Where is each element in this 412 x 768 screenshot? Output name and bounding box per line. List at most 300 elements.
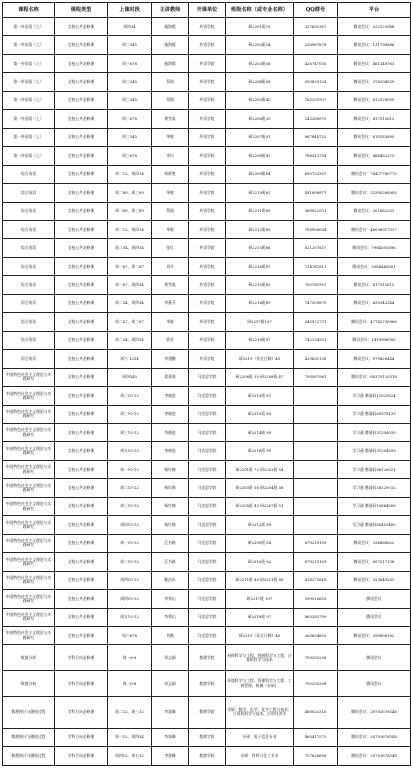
- cell-qq: 793292258: [294, 645, 338, 671]
- header-course: 课程名称: [3, 3, 55, 18]
- cell-time: 周三10-12: [108, 497, 152, 515]
- cell-type: 全校公共必修课: [55, 405, 108, 423]
- cell-class: 研2203班 56 研2204班 56: [226, 479, 294, 497]
- cell-type: 全校公共必修课: [55, 553, 108, 571]
- cell-dept: 外语学院: [189, 147, 226, 165]
- cell-class: 环境科学与工程、管理科学与工程、工商管理、机械（专硕）: [226, 671, 294, 697]
- cell-time: 周二12、周四34: [108, 165, 152, 183]
- cell-type: 学科方向必修课: [55, 728, 108, 746]
- cell-class: 研2203班56: [226, 54, 294, 72]
- cell-dept: 数理学院: [189, 747, 226, 765]
- cell-course: 中国特色社会主义理论与实践研究: [3, 626, 55, 644]
- cell-teacher: 杨红梅: [152, 516, 189, 534]
- cell-dept: 外语学院: [189, 110, 226, 128]
- cell-type: 全校公共必修课: [55, 220, 108, 238]
- cell-course: 第一外国语（上）: [3, 73, 55, 91]
- cell-platform: 腾讯会议：33395268905: [338, 184, 411, 202]
- cell-time: 周三678: [108, 54, 152, 72]
- cell-type: 全校公共必修课: [55, 276, 108, 294]
- cell-qq: [294, 442, 338, 460]
- cell-dept: 马克思学院: [189, 405, 226, 423]
- table-row: [3, 590, 411, 608]
- cell-type: 全校公共必修课: [55, 202, 108, 220]
- cell-course: 中国特色社会主义理论与实践研究: [3, 497, 55, 515]
- table-row: [3, 571, 411, 589]
- cell-time: 周三345: [108, 73, 152, 91]
- table-row: [3, 220, 411, 238]
- cell-qq: [294, 460, 338, 478]
- cell-dept: 外语学院: [189, 165, 226, 183]
- header-teacher: 主讲教师: [152, 3, 189, 18]
- cell-course: 综合英语: [3, 184, 55, 202]
- cell-class: 研2210班 82: [226, 553, 294, 571]
- cell-time: 周二12、周四34: [108, 220, 152, 238]
- cell-class: 研2214班 89: [226, 423, 294, 441]
- cell-class: 研2218班 97: [226, 608, 294, 626]
- cell-course: 综合英语: [3, 276, 55, 294]
- cell-dept: 外语学院: [189, 294, 226, 312]
- cell-platform: 腾讯会议：322125988: [338, 18, 411, 36]
- table-row: [3, 671, 411, 697]
- cell-course: 综合英语: [3, 313, 55, 331]
- cell-dept: 马克思学院: [189, 590, 226, 608]
- cell-dept: 马克思学院: [189, 479, 226, 497]
- cell-course: 综合英语: [3, 239, 55, 257]
- cell-teacher: 蔡倩: [152, 202, 189, 220]
- cell-course: 数值分析: [3, 671, 55, 697]
- cell-course: 中国特色社会主义理论与实践研究: [3, 553, 55, 571]
- cell-class: 研2219（非全日制）40: [226, 350, 294, 368]
- cell-time: 周四10-12: [108, 571, 152, 589]
- cell-dept: 马克思学院: [189, 571, 226, 589]
- cell-platform: 腾讯会议：417512613: [338, 110, 411, 128]
- cell-qq: 765251937: [294, 91, 338, 109]
- table-row: [3, 697, 411, 729]
- cell-time: 周二67、周三67: [108, 313, 152, 331]
- cell-type: 全校公共必修课: [55, 239, 108, 257]
- cell-time: 周六678: [108, 626, 152, 644]
- cell-dept: 马克思学院: [189, 460, 226, 478]
- cell-course: 数理统计与随机过程: [3, 728, 55, 746]
- table-row: [3, 54, 411, 72]
- table-row: [3, 73, 411, 91]
- cell-class: 专硕：材料与化工专业: [226, 747, 294, 765]
- header-time: 上课时段: [108, 3, 152, 18]
- table-row: [3, 18, 411, 36]
- cell-teacher: 姜蒲春: [152, 368, 189, 386]
- cell-class: 研2205班 43 研2207班 51: [226, 497, 294, 515]
- cell-qq: 690723307: [294, 165, 338, 183]
- cell-platform: 学习通 邀请码63978135: [338, 405, 411, 423]
- cell-platform: 腾讯会议：612370059: [338, 91, 411, 109]
- cell-qq: 679219109: [294, 553, 338, 571]
- cell-time: 周三10-12: [108, 423, 152, 441]
- cell-time: 周二10-12: [108, 553, 152, 571]
- cell-time: 周三678: [108, 147, 152, 165]
- cell-platform: 腾讯会议：68379133318: [338, 368, 411, 386]
- cell-time: 周二89、周三89: [108, 184, 152, 202]
- cell-time: 周二34、周四34: [108, 294, 152, 312]
- cell-qq: 414273818: [294, 571, 338, 589]
- cell-course: 中国特色社会主义理论与实践研究: [3, 460, 55, 478]
- cell-platform: 学习通 邀请码31204939: [338, 423, 411, 441]
- cell-qq: 220967878: [294, 36, 338, 54]
- cell-time: 周三10-12: [108, 387, 152, 405]
- cell-type: 全校公共必修课: [55, 36, 108, 54]
- cell-teacher: 柯群胜: [152, 165, 189, 183]
- schedule-sheet: [2, 2, 410, 766]
- cell-class: 研2212班 89: [226, 516, 294, 534]
- cell-platform: 腾讯会议：979426444: [338, 350, 411, 368]
- table-row: [3, 497, 411, 515]
- cell-course: 综合英语: [3, 331, 55, 349]
- cell-qq: 821207857: [294, 239, 338, 257]
- cell-teacher: 杨红梅: [152, 497, 189, 515]
- cell-course: 第一外国语（上）: [3, 147, 55, 165]
- cell-platform: 腾讯会议：299898182: [338, 626, 411, 644]
- cell-time: 周四10-12: [108, 590, 152, 608]
- cell-platform: 腾讯会议：650343344: [338, 294, 411, 312]
- cell-teacher: 华敏: [152, 220, 189, 238]
- cell-dept: 马克思学院: [189, 626, 226, 644]
- cell-class: 研2209班84: [226, 165, 294, 183]
- cell-class: 研2213班68: [226, 239, 294, 257]
- cell-course: 中国特色社会主义理论与实践研究: [3, 368, 55, 386]
- cell-platform: 腾讯会议：484462273: [338, 147, 411, 165]
- cell-class: 研2210班82: [226, 184, 294, 202]
- cell-class: 研2219（非全日制）40: [226, 626, 294, 644]
- cell-type: 全校公共必修课: [55, 257, 108, 275]
- table-row: [3, 747, 411, 765]
- cell-time: 周三10-12: [108, 405, 152, 423]
- cell-course: 第一外国语（上）: [3, 110, 55, 128]
- cell-qq: 867840752: [294, 128, 338, 146]
- cell-type: 全校公共必修课: [55, 608, 108, 626]
- cell-course: 第一外国语（上）: [3, 54, 55, 72]
- cell-course: 中国特色社会主义理论与实践研究: [3, 608, 55, 626]
- cell-time: 周一10-12: [108, 460, 152, 478]
- cell-teacher: 刘晓: [152, 626, 189, 644]
- table-row: [3, 608, 411, 626]
- cell-platform: 腾讯会议：29792678548: [338, 697, 411, 729]
- cell-qq: 793292258: [294, 671, 338, 697]
- cell-class: 研2201班72: [226, 18, 294, 36]
- cell-platform: 学习通 邀请码11023624: [338, 387, 411, 405]
- cell-type: 全校公共必修课: [55, 571, 108, 589]
- cell-teacher: 李燕芬: [152, 294, 189, 312]
- cell-time: 周二10-12: [108, 479, 152, 497]
- cell-time: 周四10-12: [108, 516, 152, 534]
- cell-dept: 马克思学院: [189, 534, 226, 552]
- cell-type: 学科方向必修课: [55, 671, 108, 697]
- cell-platform: 学习通 邀请码60453460: [338, 516, 411, 534]
- cell-platform: 腾讯会议：378204039: [338, 73, 411, 91]
- cell-type: 全校公共必修课: [55, 590, 108, 608]
- cell-class: 研2205班43: [226, 91, 294, 109]
- cell-teacher: 李贤峰: [152, 697, 189, 729]
- cell-class: 研2215班83: [226, 276, 294, 294]
- cell-dept: 马克思学院: [189, 608, 226, 626]
- cell-platform: 腾讯会议：29792678548: [338, 728, 411, 746]
- table-row: [3, 147, 411, 165]
- table-row: [3, 553, 411, 571]
- cell-course: 数值分析: [3, 645, 55, 671]
- cell-class: 研2217班107: [226, 313, 294, 331]
- cell-type: 全校公共必修课: [55, 147, 108, 165]
- cell-platform: 腾讯会议：461348763: [338, 54, 411, 72]
- cell-qq: [294, 516, 338, 534]
- cell-qq: 260634855: [294, 626, 338, 644]
- cell-type: 全校公共必修课: [55, 331, 108, 349]
- header-row: [3, 3, 411, 18]
- cell-time: 周一10-12: [108, 534, 152, 552]
- cell-teacher: 施海霞: [152, 18, 189, 36]
- cell-time: 周三345: [108, 91, 152, 109]
- cell-class: 研2206班 35 研2208班 47: [226, 368, 294, 386]
- cell-class: 研2211班89: [226, 202, 294, 220]
- cell-teacher: 李晓进: [152, 442, 189, 460]
- cell-teacher: 李晓进: [152, 387, 189, 405]
- cell-course: 数理统计与随机过程: [3, 697, 55, 729]
- cell-type: 全校公共必修课: [55, 368, 108, 386]
- cell-course: 第一外国语（上）: [3, 128, 55, 146]
- cell-qq: 426747035: [294, 54, 338, 72]
- cell-type: 全校公共必修课: [55, 18, 108, 36]
- cell-platform: 腾讯会议：47745730966: [338, 313, 411, 331]
- cell-platform: 学习通 邀请码96126021: [338, 460, 411, 478]
- cell-qq: 460417575: [294, 728, 338, 746]
- cell-dept: 外语学院: [189, 239, 226, 257]
- cell-time: 周五10-12: [108, 608, 152, 626]
- cell-platform: 腾讯会议：7964591696: [338, 239, 411, 257]
- table-row: [3, 534, 411, 552]
- cell-time: 周二678: [108, 110, 152, 128]
- cell-type: 全校公共必修课: [55, 110, 108, 128]
- cell-platform: 腾讯会议：29792678548: [338, 747, 411, 765]
- cell-time: 周二6-8: [108, 671, 152, 697]
- cell-dept: 外语学院: [189, 184, 226, 202]
- cell-dept: 外语学院: [189, 331, 226, 349]
- cell-teacher: 华敏: [152, 313, 189, 331]
- cell-course: 第一外国语（上）: [3, 36, 55, 54]
- cell-course: 中国特色社会主义理论与实践研究: [3, 423, 55, 441]
- cell-type: 全校公共必修课: [55, 313, 108, 331]
- cell-time: 周一6-8: [108, 645, 152, 671]
- cell-course: 中国特色社会主义理论与实践研究: [3, 387, 55, 405]
- cell-teacher: 周志刚: [152, 671, 189, 697]
- cell-class: 研2206班35: [226, 110, 294, 128]
- cell-class: 研2202班54: [226, 36, 294, 54]
- cell-dept: 外语学院: [189, 18, 226, 36]
- cell-qq: 734761811: [294, 257, 338, 275]
- cell-qq: 795990634: [294, 220, 338, 238]
- cell-time: 周四34: [108, 18, 152, 36]
- cell-course: 中国特色社会主义理论与实践研究: [3, 442, 55, 460]
- table-row: [3, 405, 411, 423]
- cell-teacher: 汪书路: [152, 553, 189, 571]
- cell-platform: 腾讯会议：131798886: [338, 36, 411, 54]
- cell-platform: 腾讯会议：46036917327: [338, 220, 411, 238]
- table-row: [3, 110, 411, 128]
- cell-type: 全校公共必修课: [55, 516, 108, 534]
- table-row: [3, 202, 411, 220]
- cell-time: 周二34、周四34: [108, 239, 152, 257]
- cell-type: 全校公共必修课: [55, 626, 108, 644]
- cell-type: 全校公共必修课: [55, 497, 108, 515]
- cell-class: 专硕：电子信息专业: [226, 728, 294, 746]
- cell-teacher: 刘丹: [152, 257, 189, 275]
- cell-course: 中国特色社会主义理论与实践研究: [3, 479, 55, 497]
- cell-type: 全校公共必修课: [55, 294, 108, 312]
- cell-qq: 705781951: [294, 276, 338, 294]
- cell-course: 综合英语: [3, 220, 55, 238]
- cell-platform: 腾讯会议：1419906092: [338, 331, 411, 349]
- table-row: [3, 368, 411, 386]
- cell-teacher: 李闪: [152, 147, 189, 165]
- cell-type: 全校公共必修课: [55, 387, 108, 405]
- cell-dept: 马克思学院: [189, 516, 226, 534]
- header-qq: QQ群号: [294, 3, 338, 18]
- table-row: [3, 516, 411, 534]
- cell-type: 全校公共必修课: [55, 184, 108, 202]
- cell-dept: 马克思学院: [189, 423, 226, 441]
- table-row: [3, 728, 411, 746]
- cell-dept: 数理学院: [189, 697, 226, 729]
- cell-type: 全校公共必修课: [55, 460, 108, 478]
- cell-time: 周三345: [108, 36, 152, 54]
- cell-qq: 491898871: [294, 184, 338, 202]
- cell-platform: 腾讯会议: [338, 608, 411, 626]
- cell-qq: 337631307: [294, 18, 338, 36]
- cell-qq: [294, 497, 338, 515]
- header-platform: 平台: [338, 3, 411, 18]
- cell-type: 全校公共必修课: [55, 165, 108, 183]
- table-row: [3, 387, 411, 405]
- cell-teacher: 施海霞: [152, 54, 189, 72]
- table-row: [3, 91, 411, 109]
- cell-platform: 腾讯会议：5064445601: [338, 257, 411, 275]
- cell-type: 全校公共必修课: [55, 534, 108, 552]
- cell-dept: 数理学院: [189, 728, 226, 746]
- table-row: [3, 460, 411, 478]
- cell-class: 研2216班89: [226, 294, 294, 312]
- cell-qq: 679219109: [294, 534, 338, 552]
- table-row: [3, 423, 411, 441]
- cell-type: 学科方向必修课: [55, 697, 108, 729]
- cell-course: 第一外国语（上）: [3, 18, 55, 36]
- cell-qq: 429631136: [294, 350, 338, 368]
- table-row: [3, 165, 411, 183]
- cell-type: 学科方向必修课: [55, 747, 108, 765]
- cell-dept: 外语学院: [189, 313, 226, 331]
- cell-dept: 数理学院: [189, 645, 226, 671]
- cell-qq: 747550870: [294, 294, 338, 312]
- cell-qq: 593829124: [294, 73, 338, 91]
- cell-qq: 790567961: [294, 368, 338, 386]
- cell-class: 研2215班 83: [226, 405, 294, 423]
- cell-class: 研2214班87: [226, 257, 294, 275]
- cell-course: 中国特色社会主义理论与实践研究: [3, 590, 55, 608]
- cell-dept: 外语学院: [189, 220, 226, 238]
- cell-platform: 腾讯会议：74437780775: [338, 165, 411, 183]
- header-class: 班级名称（或专业名称）: [226, 3, 294, 18]
- cell-platform: 腾讯会议：417512615: [338, 276, 411, 294]
- cell-platform: 腾讯会议：334666622: [338, 534, 411, 552]
- cell-dept: 马克思学院: [189, 442, 226, 460]
- cell-time: 周一67、周四34: [108, 276, 152, 294]
- cell-teacher: 周志刚: [152, 645, 189, 671]
- cell-type: 全校公共必修课: [55, 350, 108, 368]
- cell-teacher: 杨红梅: [152, 479, 189, 497]
- table-row: [3, 257, 411, 275]
- cell-teacher: 李晓进: [152, 405, 189, 423]
- cell-qq: [294, 387, 338, 405]
- cell-time: 周三345: [108, 128, 152, 146]
- cell-class: 材料科学与工程、控制科学与工程、计算机科学与技术: [226, 645, 294, 671]
- cell-platform: 腾讯会议：610183895: [338, 128, 411, 146]
- cell-dept: 外语学院: [189, 257, 226, 275]
- cell-qq: 599516633: [294, 590, 338, 608]
- cell-teacher: 黄雪岚: [152, 110, 189, 128]
- cell-dept: 马克思学院: [189, 553, 226, 571]
- cell-type: 全校公共必修课: [55, 128, 108, 146]
- cell-teacher: 李晓进: [152, 423, 189, 441]
- table-row: [3, 36, 411, 54]
- cell-qq: 742134251: [294, 331, 338, 349]
- cell-type: 全校公共必修课: [55, 479, 108, 497]
- cell-class: 研2201班 72 研2202班 54: [226, 460, 294, 478]
- cell-teacher: 勤治东: [152, 571, 189, 589]
- cell-type: 全校公共必修课: [55, 91, 108, 109]
- cell-time: 周六 1234: [108, 350, 152, 368]
- cell-platform: 学习通 邀请码38129732: [338, 479, 411, 497]
- header-dept: 开课单位: [189, 3, 226, 18]
- cell-teacher: 蒋芳: [152, 331, 189, 349]
- cell-course: 数理统计与随机过程: [3, 747, 55, 765]
- table-row: [3, 294, 411, 312]
- cell-type: 全校公共必修课: [55, 73, 108, 91]
- cell-class: 研2213班 87: [226, 387, 294, 405]
- cell-teacher: 汪书路: [152, 534, 189, 552]
- cell-class: 研2208班47: [226, 147, 294, 165]
- cell-class: 研2209班 84: [226, 534, 294, 552]
- cell-course: 综合英语: [3, 202, 55, 220]
- cell-platform: 腾讯会议: [338, 671, 411, 697]
- table-row: [3, 239, 411, 257]
- cell-course: 综合英语: [3, 165, 55, 183]
- table-row: [3, 128, 411, 146]
- cell-class: 研2218班97: [226, 331, 294, 349]
- cell-teacher: 施海霞: [152, 36, 189, 54]
- cell-class: 学硕：数学、化学、化学工程与技术、计算机科学与技术、应用经济学: [226, 697, 294, 729]
- cell-dept: 外语学院: [189, 350, 226, 368]
- cell-platform: 腾讯会议：323649281: [338, 571, 411, 589]
- table-row: [3, 479, 411, 497]
- cell-time: 周一67、周二67: [108, 257, 152, 275]
- cell-platform: 腾讯会议: [338, 645, 411, 671]
- cell-course: 中国特色社会主义理论与实践研究: [3, 405, 55, 423]
- cell-teacher: 黄雪岚: [152, 276, 189, 294]
- cell-teacher: 李贤峰: [152, 728, 189, 746]
- cell-platform: 学习通 邀请码31204939: [338, 442, 411, 460]
- cell-dept: 马克思学院: [189, 368, 226, 386]
- cell-teacher: 华敏: [152, 184, 189, 202]
- cell-qq: 757626658: [294, 747, 338, 765]
- header-type: 课程类型: [55, 3, 108, 18]
- cell-course: 中国特色社会主义理论与实践研究: [3, 571, 55, 589]
- cell-qq: 369922531: [294, 202, 338, 220]
- cell-dept: 外语学院: [189, 54, 226, 72]
